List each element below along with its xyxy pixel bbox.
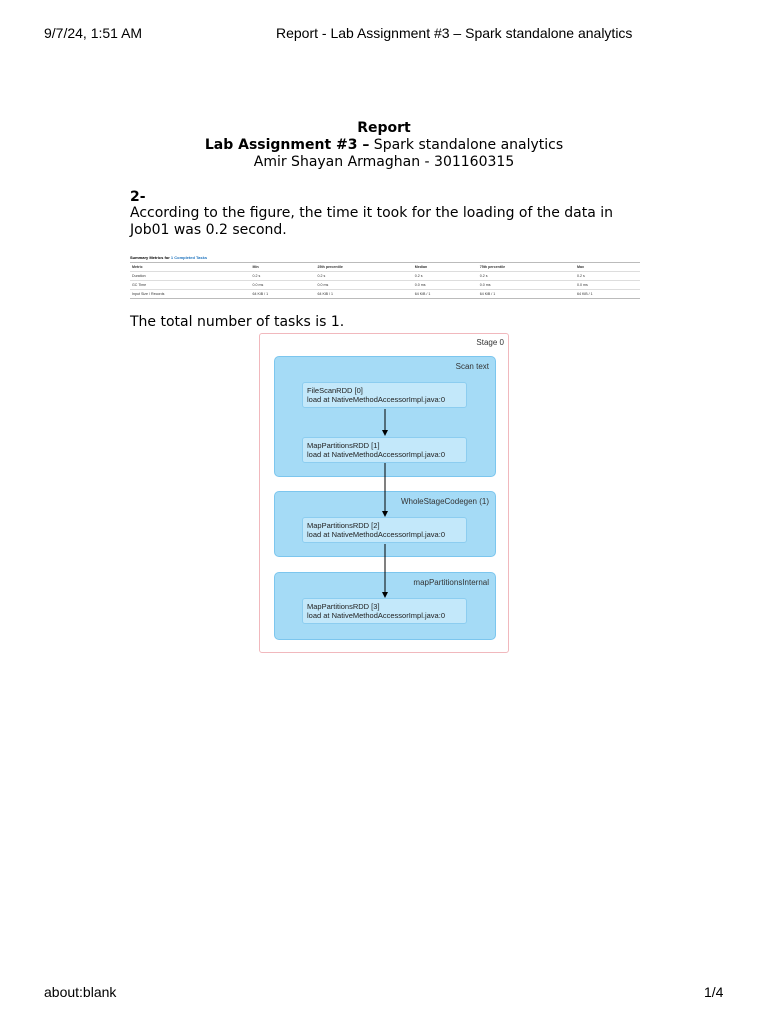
table-cell: 0.0 ms [575,281,640,290]
tasks-count-text: The total number of tasks is 1. [130,314,345,330]
table-cell: Input Size / Records [130,290,251,299]
table-row [130,290,640,299]
rdd-node-detail: load at NativeMethodAccessorImpl.java:0 [307,530,445,539]
report-heading: Report [357,120,411,136]
table-cell: 0.0 ms [413,281,478,290]
rdd-node-name: MapPartitionsRDD [3] [307,602,380,611]
table-header-cell[interactable]: Max [575,263,640,272]
cluster-label: mapPartitionsInternal [413,578,489,587]
completed-tasks-link[interactable]: 1 Completed Tasks [170,255,208,260]
dag-visualization [259,333,509,653]
table-cell: Duration [130,272,251,281]
table-header-cell[interactable]: 75th percentile [478,263,575,272]
stage-label: Stage 0 [476,338,504,347]
table-header-cell[interactable]: Median [413,263,478,272]
table-header-row [130,263,640,272]
cluster-label: WholeStageCodegen (1) [400,497,489,506]
assignment-bold: Lab Assignment #3 – [204,137,370,153]
table-cell: 0.2 s [575,272,640,281]
author-line: Amir Shayan Armaghan - 301160315 [253,154,515,170]
table-header-cell[interactable]: 25th percentile [315,263,412,272]
table-cell: 64 KiB / 1 [478,290,575,299]
assignment-rest: Spark standalone analytics [369,137,564,153]
table-cell: 64 KiB / 1 [575,290,640,299]
summary-metrics [130,254,640,299]
table-header-cell[interactable]: Min [251,263,316,272]
dag-edges [260,334,508,652]
table-cell: 0.2 s [478,272,575,281]
print-url: about:blank [44,984,117,1000]
table-cell: 64 KiB / 1 [413,290,478,299]
cluster-label: Scan text [455,362,489,371]
table-cell: 0.0 ms [251,281,316,290]
table-cell: GC Time [130,281,251,290]
table-cell: 64 KiB / 1 [315,290,412,299]
table-cell: 0.0 ms [315,281,412,290]
table-cell: 64 KiB / 1 [251,290,316,299]
rdd-node-detail: load at NativeMethodAccessorImpl.java:0 [307,395,445,404]
table-cell: 0.0 ms [478,281,575,290]
summary-metrics-table [130,262,640,299]
rdd-node-detail: load at NativeMethodAccessorImpl.java:0 [307,450,445,459]
table-cell: 0.2 s [315,272,412,281]
assignment-line [130,137,638,154]
rdd-node-name: MapPartitionsRDD [1] [307,441,380,450]
table-row [130,281,640,290]
table-header-cell[interactable]: Metric [130,263,251,272]
rdd-node-detail: load at NativeMethodAccessorImpl.java:0 [307,611,445,620]
print-datetime: 9/7/24, 1:51 AM [44,25,143,41]
rdd-node-name: MapPartitionsRDD [2] [307,521,380,530]
print-page-title: Report - Lab Assignment #3 – Spark standalone analytics [276,25,633,41]
summary-metrics-title [130,254,640,262]
report-title-block [130,120,638,171]
section-number: 2- [130,189,146,205]
summary-metrics-title-prefix: Summary Metrics for [130,255,171,260]
table-row [130,272,640,281]
print-page-number: 1/4 [704,984,724,1000]
table-cell: 0.2 s [251,272,316,281]
section-paragraph: According to the figure, the time it took for the loading of the data in Job01 was 0.2 second. [130,205,614,238]
table-cell: 0.2 s [413,272,478,281]
rdd-node-name: FileScanRDD [0] [307,386,363,395]
